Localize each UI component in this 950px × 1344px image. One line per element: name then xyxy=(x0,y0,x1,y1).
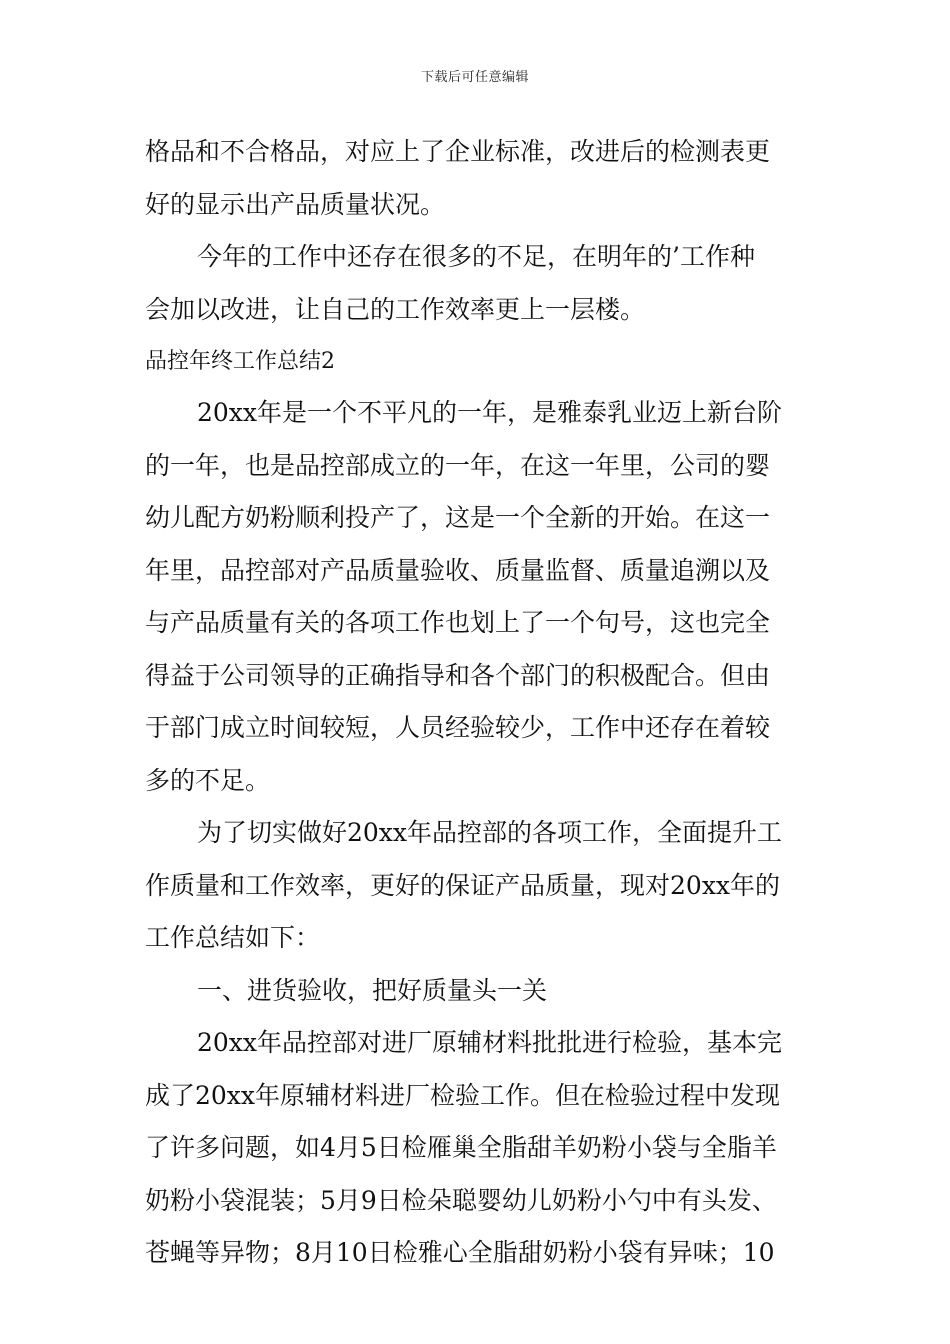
document-body xyxy=(145,126,807,1280)
body-line: 年里，品控部对产品质量验收、质量监督、质量追溯以及 xyxy=(145,555,771,585)
page-header-note: 下载后可任意编辑 xyxy=(420,70,529,85)
body-line: 好的显示出产品质量状况。 xyxy=(145,189,446,219)
body-line: 得益于公司领导的正确指导和各个部门的积极配合。但由 xyxy=(145,660,771,690)
body-line: 幼儿配方奶粉顺利投产了，这是一个全新的开始。在这一 xyxy=(145,503,771,532)
paragraph-first-line: 20xx年品控部对进厂原辅材料批批进行检验，基本完 xyxy=(197,1028,783,1057)
body-line: 多的不足。 xyxy=(145,765,271,795)
body-line: 苍蝇等异物；8月10日检雅心全脂甜奶粉小袋有异味；10 xyxy=(145,1238,775,1267)
body-line: 于部门成立时间较短，人员经验较少，工作中还存在着较 xyxy=(145,713,771,742)
body-line: 与产品质量有关的各项工作也划上了一个句号，这也完全 xyxy=(145,608,771,637)
body-line: 会加以改进，让自己的工作效率更上一层楼。 xyxy=(145,294,646,324)
paragraph-first-line: 今年的工作中还存在很多的不足，在明年的’工作种 xyxy=(197,242,755,271)
body-line: 的一年，也是品控部成立的一年，在这一年里，公司的婴 xyxy=(145,450,771,480)
paragraph-first-line: 20xx年是一个不平凡的一年，是雅泰乳业迈上新台阶 xyxy=(197,398,783,427)
body-line: 成了20xx年原辅材料进厂检验工作。但在检验过程中发现 xyxy=(145,1080,781,1110)
section-heading: 品控年终工作总结2 xyxy=(145,349,335,374)
body-line: 作质量和工作效率，更好的保证产品质量，现对20xx年的 xyxy=(145,870,781,900)
paragraph-first-line: 为了切实做好20xx年品控部的各项工作，全面提升工 xyxy=(197,818,783,847)
body-line: 奶粉小袋混装；5月9日检朵聪婴幼儿奶粉小勺中有头发、 xyxy=(145,1185,777,1215)
subsection-heading: 一、进货验收，把好质量头一关 xyxy=(197,975,548,1005)
body-line: 了许多问题，如4月5日检雁巢全脂甜羊奶粉小袋与全脂羊 xyxy=(145,1133,777,1162)
body-line: 格品和不合格品，对应上了企业标准，改进后的检测表更 xyxy=(145,137,771,166)
body-line: 工作总结如下： xyxy=(145,923,321,952)
